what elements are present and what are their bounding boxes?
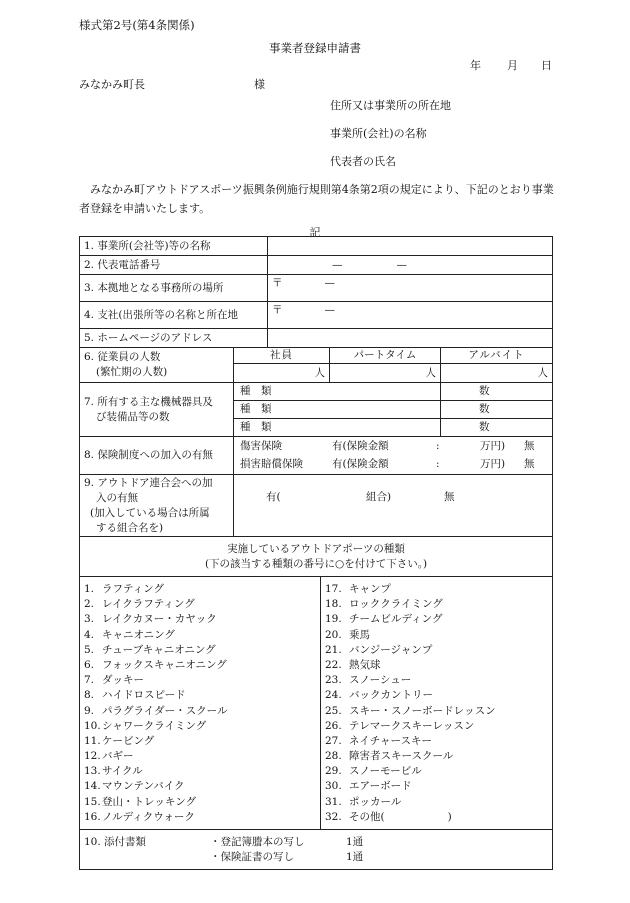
attachments-label: 10. 添付書類 [84,836,147,848]
registration-form-table [79,236,553,870]
row-attachments [80,830,553,870]
sport-item[interactable]: 26. テレマークスキーレッスン [325,719,475,732]
federation-field[interactable] [234,475,553,537]
federation-yes[interactable]: 有( [266,491,281,503]
postal-dash: — [324,277,335,289]
postal-dash: — [324,304,335,316]
employees-parttime-value[interactable]: 人 [330,364,441,383]
federation-union: 組合) [366,491,392,503]
sport-item[interactable]: 20. 乗馬 [325,628,370,641]
sport-item[interactable]: 28. 障害者スキースクール [325,750,454,763]
business-name-field[interactable] [268,237,553,256]
injury-insurance-line[interactable]: 傷害保険 有(保険金額 : 万円) 無 [234,437,553,456]
row-business-name [80,237,553,256]
row-head-office [80,275,553,302]
equipment-count-3[interactable]: 数 [441,419,553,437]
phone-field[interactable] [268,256,553,275]
branch-office-label: 4. 支社(出張所等の名称と所在地 [80,302,268,329]
sport-item[interactable]: 32. その他( ) [325,810,452,823]
insurance-label: 8. 保険制度への加入の有無 [80,437,234,475]
injury-insurance-name: 傷害保険 [240,439,282,452]
attachments-cell [80,830,553,870]
sport-item[interactable]: 24. バックカントリー [325,689,433,702]
honorific: 様 [254,78,265,91]
homepage-field[interactable] [268,329,553,348]
sport-item[interactable]: 1. ラフティング [84,583,164,595]
row-branch-office [80,302,553,329]
federation-none[interactable]: 無 [444,491,455,503]
sport-item[interactable]: 15.登山・トレッキング [84,795,197,808]
sport-item[interactable]: 5. チューブキャニオニング [84,643,216,656]
equipment-kind-2[interactable]: 種 類 [234,401,441,419]
sport-item[interactable]: 30. エアーボード [325,780,412,793]
sport-item[interactable]: 16.ノルディクウォーク [84,810,195,823]
sport-item[interactable]: 29. スノーモービル [325,765,422,778]
equipment-count-1[interactable]: 数 [441,383,553,401]
sport-item[interactable]: 31. ポッカール [325,795,402,808]
sport-item[interactable]: 12.バギー [84,750,134,763]
sport-item[interactable]: 22. 熱気球 [325,658,381,671]
row-equipment-1 [80,383,553,401]
row-sports-list [80,577,553,830]
ki-mark: 記 [309,226,321,239]
employees-arbeit-header: アルバイト [441,348,553,364]
sport-item[interactable]: 6. フォックスキャニオニング [84,658,227,671]
sport-item[interactable]: 27. ネイチャースキー [325,734,432,747]
sport-item[interactable]: 18. ロッククライミング [325,598,443,611]
attachment-insurance-qty: 1通 [346,851,364,863]
date-day: 日 [541,59,552,72]
sport-item[interactable]: 21. バンジージャンプ [325,643,433,656]
phone-dash-1: — [332,258,343,271]
sport-item[interactable]: 19. チームビルディング [325,613,443,626]
sport-item[interactable]: 2. レイクラフティング [84,598,195,611]
federation-label: 9. アウトドア連合会への加 入の有無 (加入している場合は所属 する組合名を) [80,475,234,537]
sports-list-left [80,577,320,829]
date-month: 月 [507,59,518,72]
applicant-address-label: 住所又は事業所の所在地 [330,99,451,112]
employees-arbeit-value[interactable]: 人 [441,364,553,383]
postal-mark-icon: 〒 [272,277,283,289]
row-insurance-1 [80,437,553,456]
form-number: 様式第2号(第4条関係) [79,18,195,32]
postal-mark-icon: 〒 [272,304,283,316]
row-federation [80,475,553,537]
phone-label: 2. 代表電話番号 [80,256,268,275]
liability-insurance-line[interactable]: 損害賠償保険 有(保険金額 : 万円) 無 [234,456,553,475]
employees-fulltime-value[interactable]: 人 [234,364,330,383]
equipment-kind-3[interactable]: 種 類 [234,419,441,437]
addressee: みなかみ町長 [79,78,145,91]
equipment-label: 7. 所有する主な機械器具及 び装備品等の数 [80,383,234,437]
injury-insurance-none[interactable]: 無 [524,439,535,452]
date-year: 年 [470,59,481,72]
sport-item[interactable]: 4. キャニオニング [84,628,175,641]
sport-item[interactable]: 8. ハイドロスピード [84,689,186,702]
equipment-kind-1[interactable]: 種 類 [234,383,441,401]
applicant-name-label: 事業所(会社)の名称 [330,127,427,140]
row-employees-header [80,348,553,364]
row-phone [80,256,553,275]
sport-item[interactable]: 17. キャンプ [325,583,391,595]
sport-item[interactable]: 3. レイクカヌー・カヤック [84,613,217,626]
intro-paragraph: みなかみ町アウトドアスポーツ振興条例施行規則第4条第2項の規定により、下記のとおり事業者登録を申請いたします。 [79,183,554,215]
row-sports-title [80,537,553,577]
sport-item[interactable]: 14.マウンテンバイク [84,780,185,793]
phone-dash-2: — [396,258,407,271]
attachment-registry: ・登記簿謄本の写し [210,836,305,848]
liability-insurance-name: 損害賠償保険 [240,458,303,471]
homepage-label: 5. ホームページのアドレス [80,329,268,348]
sport-item[interactable]: 23. スノーシュー [325,674,412,687]
employees-label: 6. 従業員の人数 (繁忙期の人数) [80,348,234,383]
sports-list-right [320,577,552,829]
attachment-registry-qty: 1通 [346,836,364,848]
sport-item[interactable]: 7. ダッキー [84,674,144,687]
branch-office-field[interactable] [268,302,553,329]
sport-item[interactable]: 9. パラグライダー・スクール [84,704,228,717]
document-title: 事業者登録申請書 [269,41,361,55]
head-office-field[interactable] [268,275,553,302]
sport-item[interactable]: 11.ケービング [84,734,155,747]
head-office-label: 3. 本拠地となる事務所の場所 [80,275,268,302]
employees-fulltime-header: 社員 [234,348,330,364]
row-homepage [80,329,553,348]
equipment-count-2[interactable]: 数 [441,401,553,419]
sport-item[interactable]: 10.シャワークライミング [84,719,207,732]
employees-parttime-header: パートタイム [330,348,441,364]
sport-item[interactable]: 13.サイクル [84,765,143,778]
attachment-insurance: ・保険証書の写し [210,851,294,863]
sports-title: 実施しているアウトドアポーツの種類 (下の該当する種類の番号に○を付けて下さい。) [80,537,553,577]
liability-insurance-none[interactable]: 無 [524,458,535,471]
sport-item[interactable]: 25. スキー・スノーボードレッスン [325,704,496,717]
applicant-rep-label: 代表者の氏名 [330,155,396,168]
business-name-label: 1. 事業所(会社等)等の名称 [80,237,268,256]
